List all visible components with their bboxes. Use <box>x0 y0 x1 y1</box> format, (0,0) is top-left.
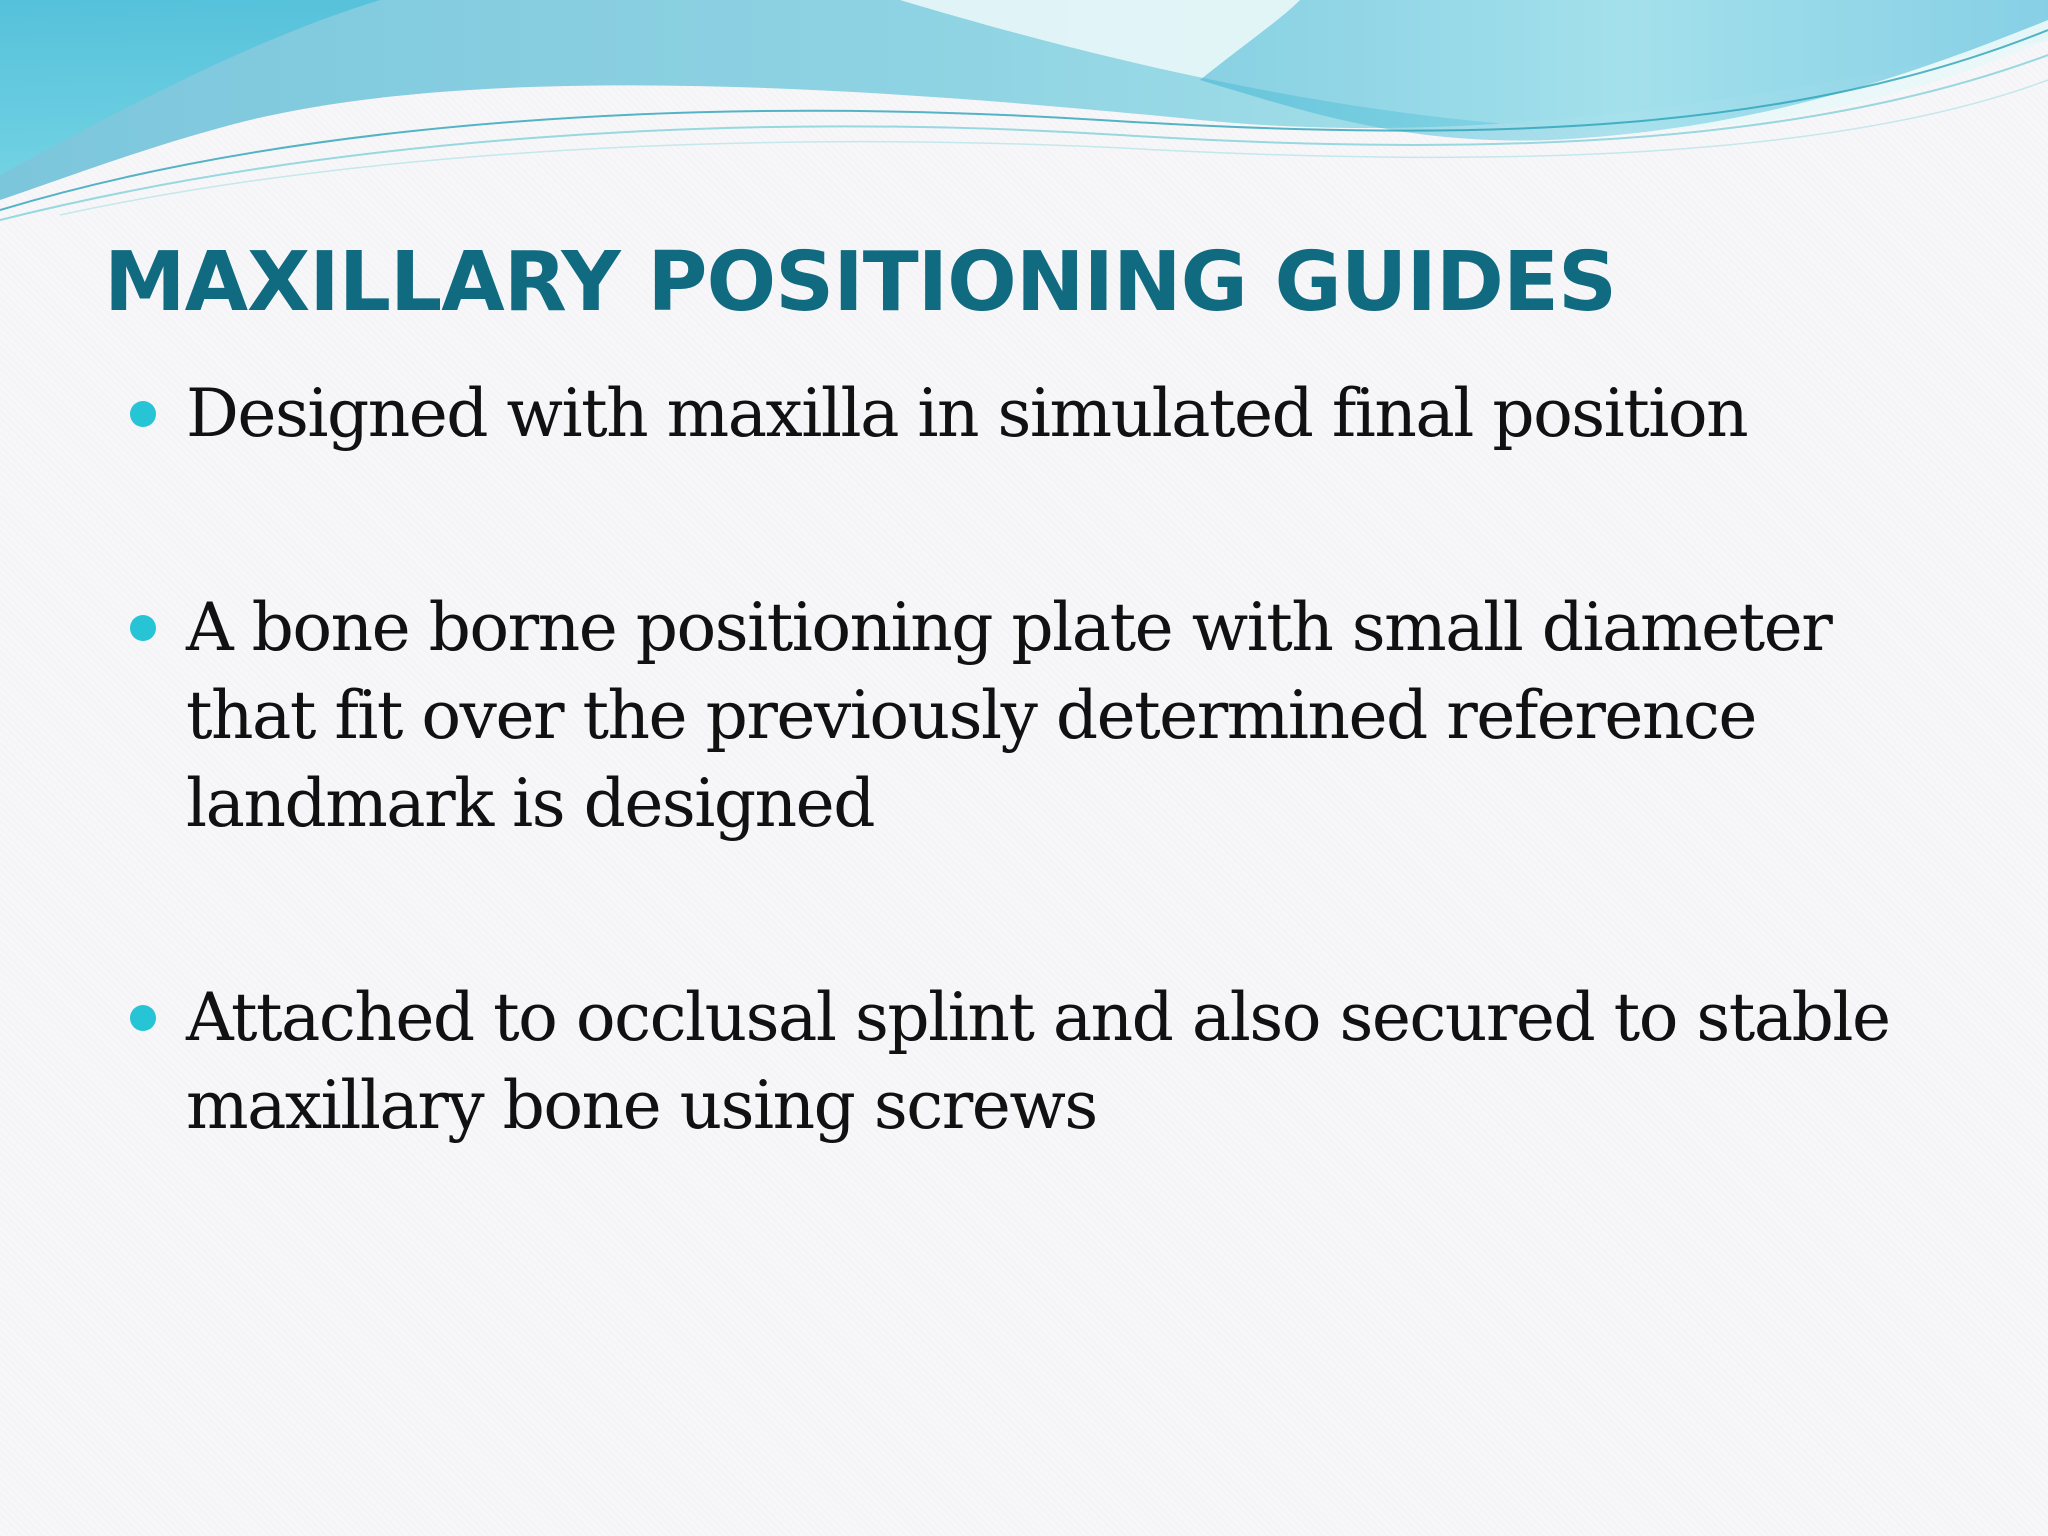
bullet-icon <box>130 1005 156 1031</box>
bullet-text: A bone borne positioning plate with small diameter that fit over the previously determined reference landmark is designed <box>186 589 1832 842</box>
bullet-text: Attached to occlusal splint and also secured to stable maxillary bone using screws <box>186 979 1890 1144</box>
bullet-icon <box>130 615 156 641</box>
bullet-list <box>130 370 1930 1276</box>
slide-title: MAXILLARY POSITIONING GUIDES <box>104 235 1617 330</box>
bullet-item-1 <box>130 370 1930 458</box>
bullet-text: Designed with maxilla in simulated final position <box>186 375 1748 452</box>
bullet-item-3 <box>130 974 1930 1150</box>
bullet-icon <box>130 401 156 427</box>
bullet-item-2 <box>130 584 1930 848</box>
header-wave-decoration <box>0 0 2048 240</box>
